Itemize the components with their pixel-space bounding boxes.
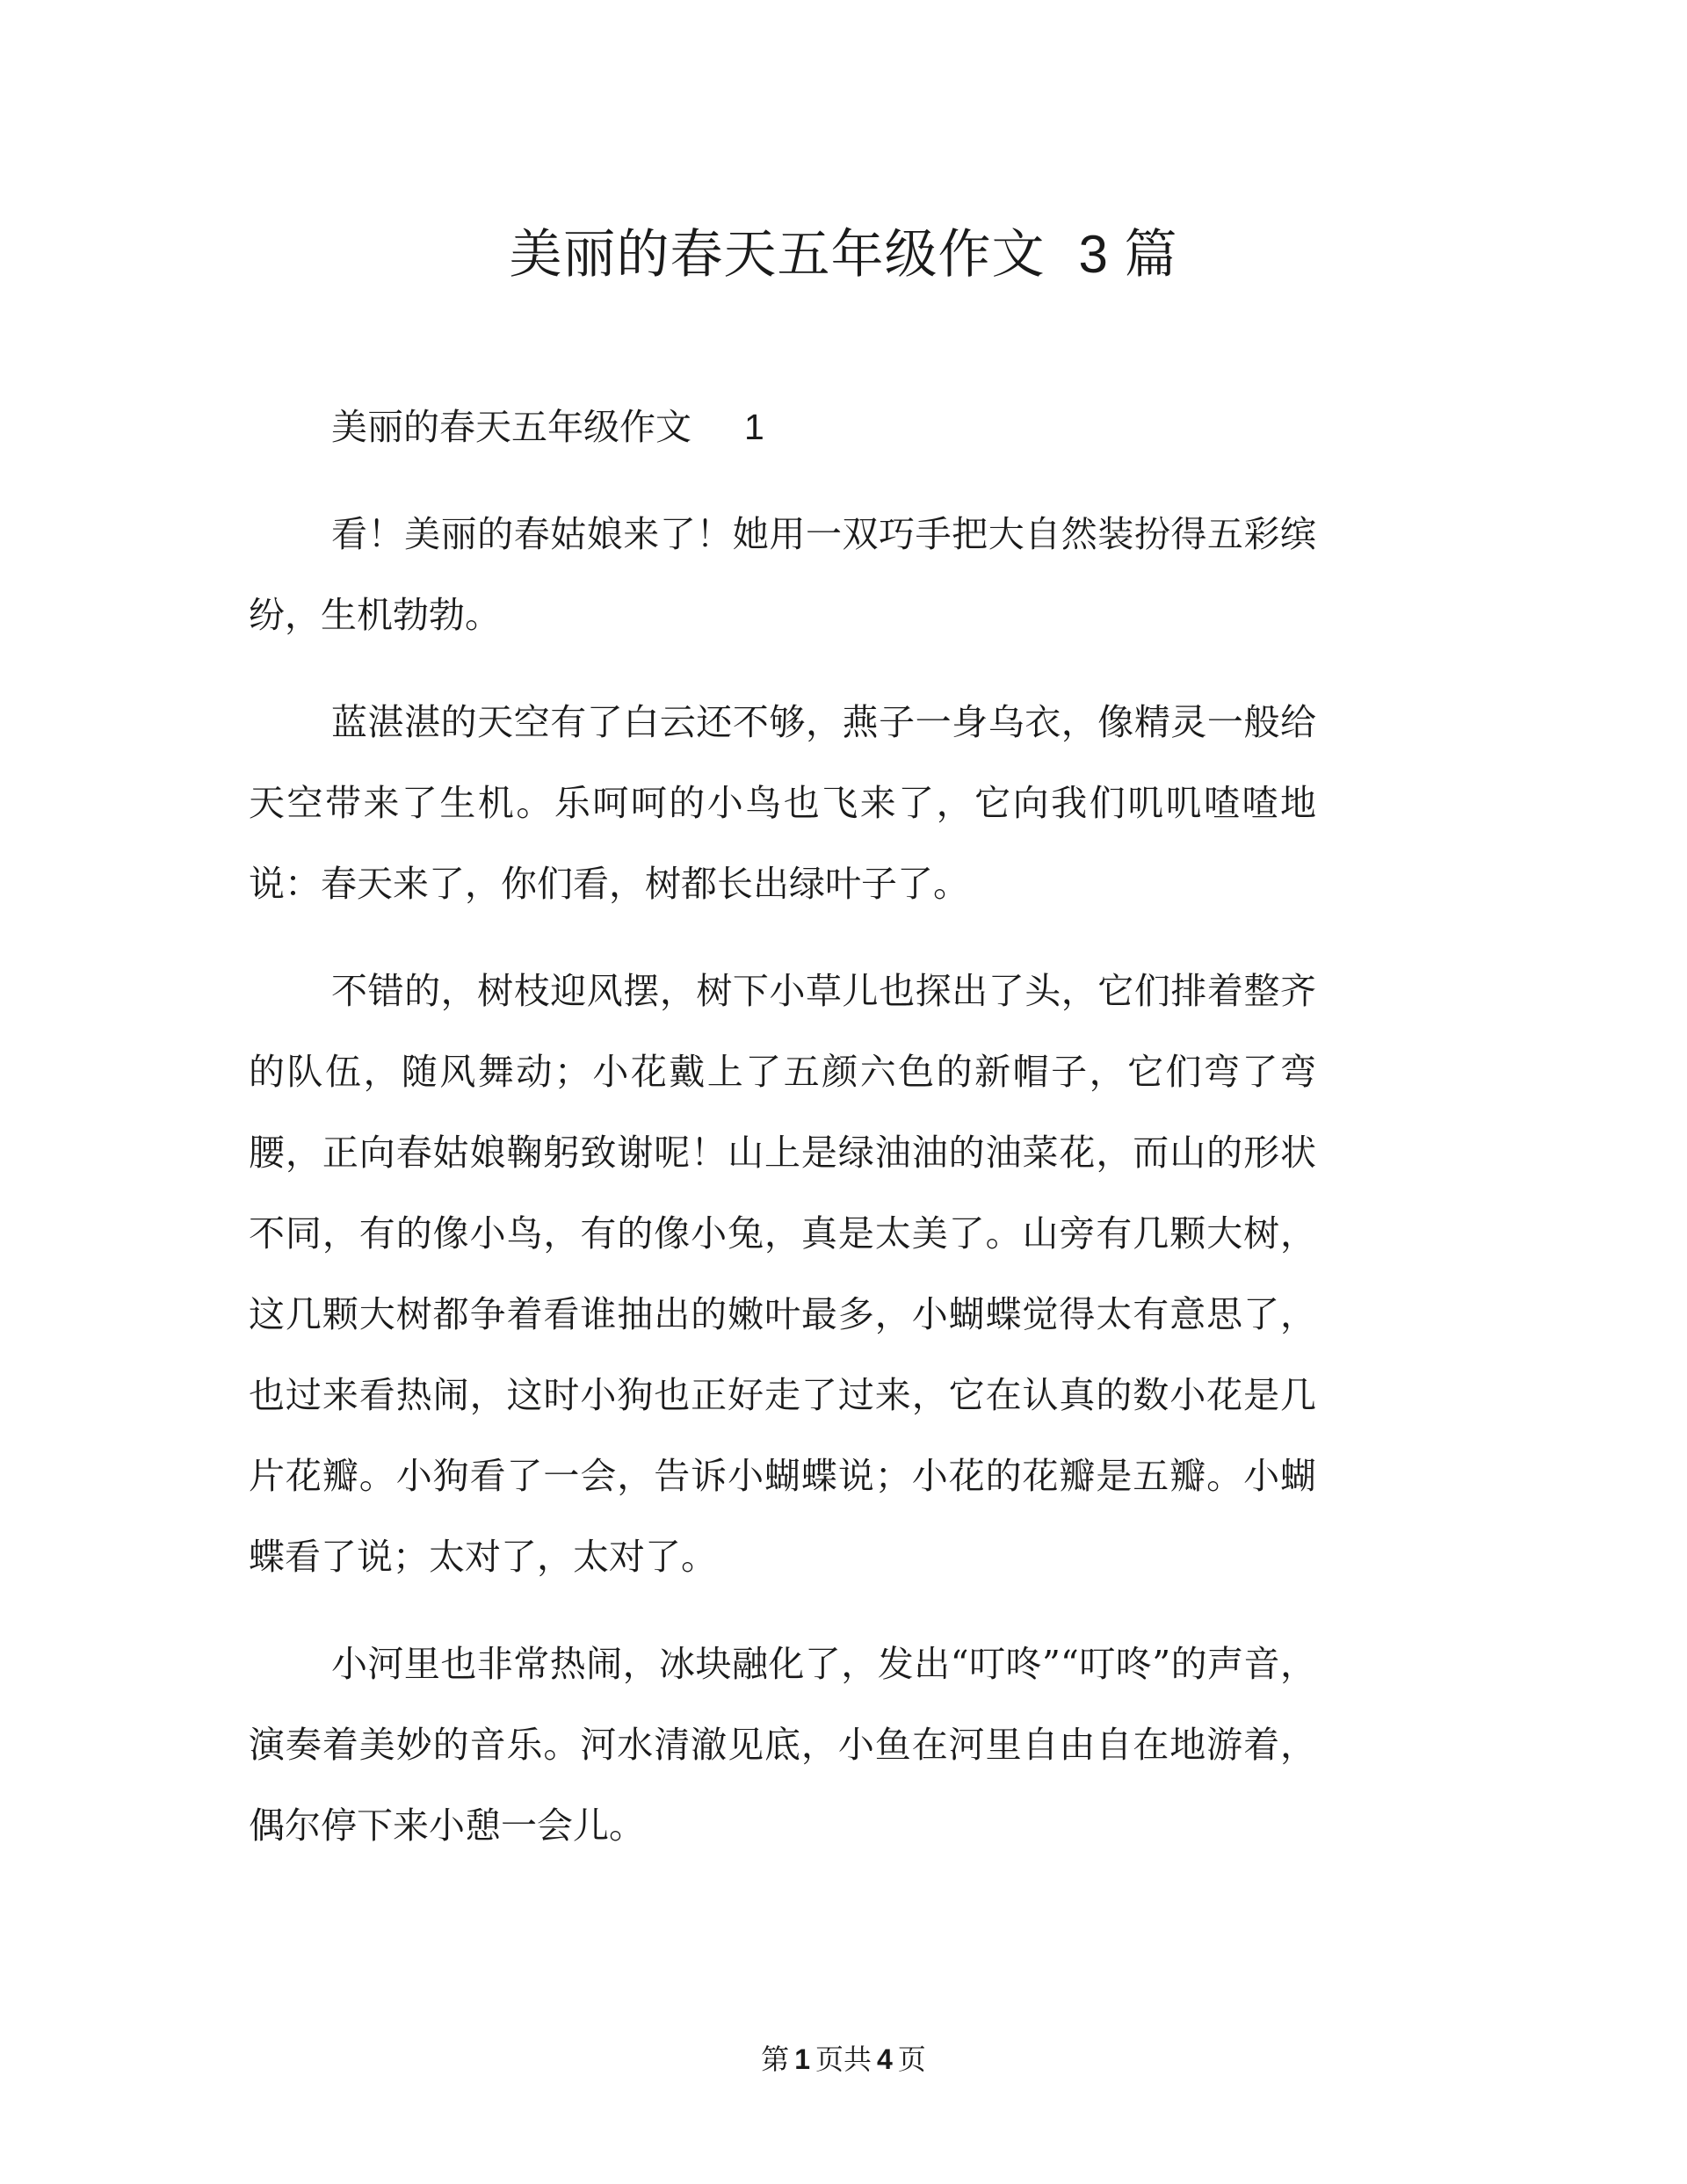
document-body [249,387,1316,1892]
page-footer [0,2038,1687,2080]
document-title-text: 美丽的春天五年级作文 [509,224,1046,286]
section-heading-text: 美丽的春天五年级作文 [331,406,691,448]
paragraph: 小河里也非常热闹，冰块融化了，发出“叮咚”“叮咚”的声音，演奏着美妙的音乐。河水清澈见底，小鱼在河里自由自在地游着，偶尔停下来小憩一会儿。 [249,1643,1316,1847]
section-heading [249,387,1316,467]
section-heading-number: 1 [744,407,764,447]
document-title [0,220,1687,290]
document-title-count: 3 篇 [1078,225,1178,284]
footer-prefix: 第 [761,2043,790,2076]
paragraph: 看！美丽的春姑娘来了！她用一双巧手把大自然装扮得五彩缤纷，生机勃勃。 [249,513,1316,636]
paragraph: 不错的，树枝迎风摆，树下小草儿也探出了头，它们排着整齐的队伍，随风舞动；小花戴上了五颜六色的新帽子，它们弯了弯腰，正向春姑娘鞠躬致谢呢！山上是绿油油的油菜花，而山的形状不同，有的像小鸟，有的像小兔，真是太美了。山旁有几颗大树，这几颗大树都争着看谁抽出的嫩叶最多，小蝴蝶觉得太有意思了，也过来看热闹，这时小狗也正好走了过来，它在认真的数小花是几片花瓣。小狗看了一会，告诉小蝴蝶说；小花的花瓣是五瓣。小蝴蝶看了说；太对了，太对了。 [249,970,1316,1578]
footer-middle: 页共 [815,2043,872,2076]
footer-current-page: 1 [794,2043,810,2075]
footer-total-pages: 4 [877,2043,893,2075]
paragraph: 蓝湛湛的天空有了白云还不够，燕子一身乌衣，像精灵一般给天空带来了生机。乐呵呵的小鸟也飞来了，它向我们叽叽喳喳地说：春天来了，你们看，树都长出绿叶子了。 [249,701,1316,905]
footer-suffix: 页 [897,2043,926,2076]
